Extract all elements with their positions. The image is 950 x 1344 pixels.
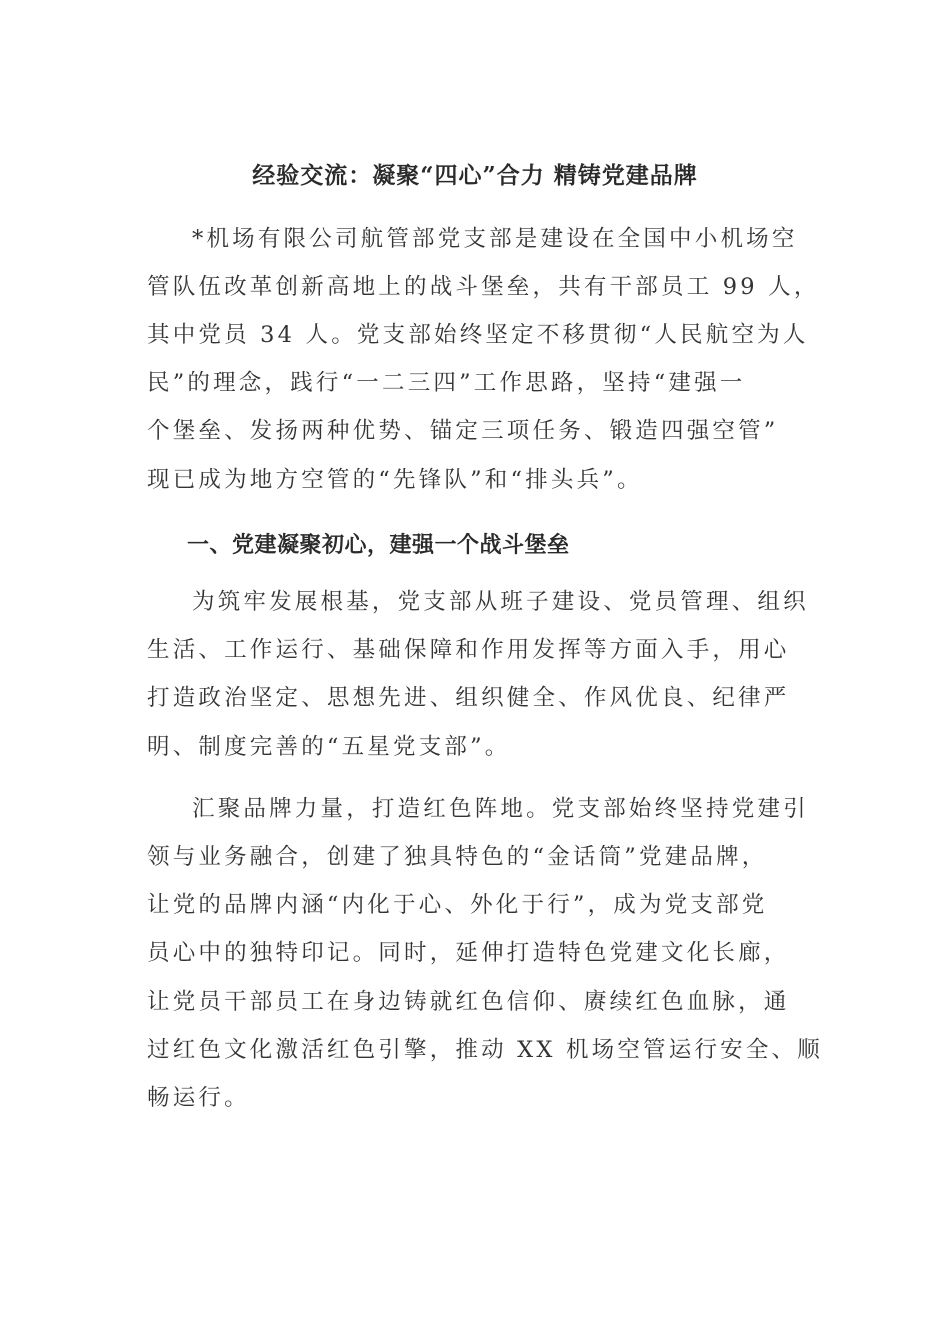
paragraph-line: 畅运行。 — [147, 1085, 250, 1111]
paragraph-line: 为筑牢发展根基，党支部从班子建设、党员管理、组织 — [192, 589, 809, 615]
paragraph-line: 让党的品牌内涵“内化于心、外化于行”，成为党支部党 — [147, 892, 768, 918]
paragraph-line: 过红色文化激活红色引擎，推动 XX 机场空管运行安全、顺 — [147, 1037, 823, 1063]
paragraph-line: 生活、工作运行、基础保障和作用发挥等方面入手，用心 — [147, 637, 790, 663]
paragraph-line: 员心中的独特印记。同时，延伸打造特色党建文化长廊， — [147, 940, 790, 966]
paragraph-line: 打造政治坚定、思想先进、组织健全、作风优良、纪律严 — [147, 685, 790, 711]
paragraph-line: 让党员干部员工在身边铸就红色信仰、赓续红色血脉，通 — [147, 989, 790, 1015]
paragraph-line: 其中党员 34 人。党支部始终坚定不移贯彻“人民航空为人 — [147, 322, 809, 348]
paragraph-line: 现已成为地方空管的“先锋队”和“排头兵”。 — [147, 467, 643, 493]
paragraph-line: 领与业务融合，创建了独具特色的“金话筒”党建品牌， — [147, 844, 768, 870]
document-title: 经验交流：凝聚“四心”合力 精铸党建品牌 — [252, 162, 698, 189]
paragraph-line: 民”的理念，践行“一二三四”工作思路，坚持“建强一 — [147, 370, 746, 396]
paragraph-line: 汇聚品牌力量，打造红色阵地。党支部始终坚持党建引 — [192, 796, 809, 822]
paragraph-line: 个堡垒、发扬两种优势、锚定三项任务、锻造四强空管” — [147, 418, 779, 444]
section-heading: 一、党建凝聚初心，建强一个战斗堡垒 — [187, 532, 570, 558]
paragraph-line: *机场有限公司航管部党支部是建设在全国中小机场空 — [192, 226, 798, 252]
paragraph-line: 管队伍改革创新高地上的战斗堡垒，共有干部员工 99 人， — [147, 274, 820, 300]
paragraph-line: 明、制度完善的“五星党支部”。 — [147, 734, 511, 760]
